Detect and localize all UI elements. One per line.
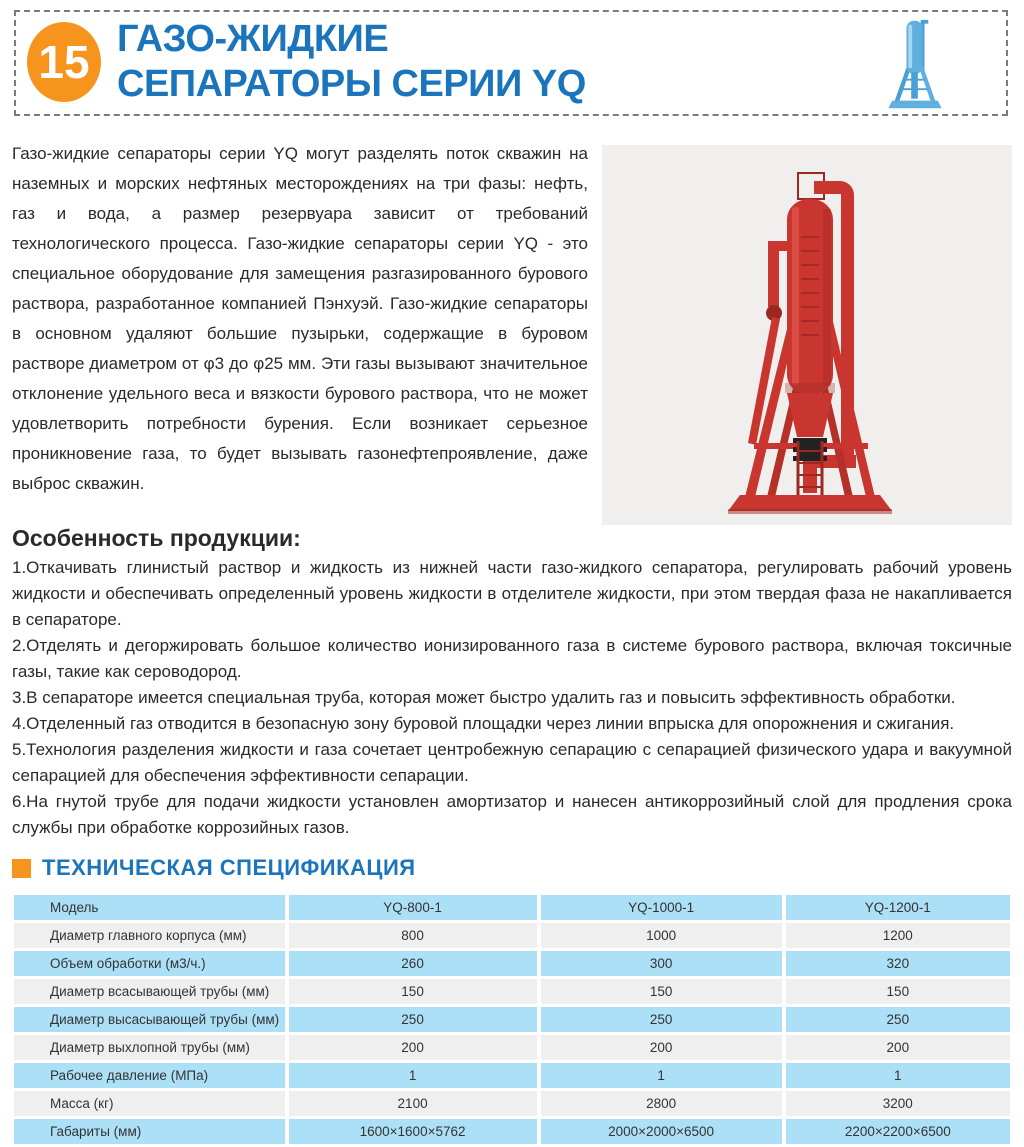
- cell-value: 150: [786, 979, 1010, 1004]
- cell-value: 1200: [786, 923, 1010, 948]
- blue-separator-icon: [886, 17, 944, 112]
- spec-col-model: Модель: [14, 895, 285, 920]
- feature-item-5: 5.Технология разделения жидкости и газа сочетает центробежную сепарацию с сепарацией физического удара и вакуумной сепарацией для обеспечения эффективности сепарации.: [12, 740, 1012, 785]
- cell-value: 2200×2200×6500: [786, 1119, 1010, 1144]
- cell-value: 150: [289, 979, 537, 1004]
- row-label: Объем обработки (м3/ч.): [14, 951, 285, 976]
- table-row: [14, 1091, 1010, 1116]
- spec-heading-text: ТЕХНИЧЕСКАЯ СПЕЦИФИКАЦИЯ: [42, 855, 416, 880]
- table-row: [14, 979, 1010, 1004]
- cell-value: 1: [786, 1063, 1010, 1088]
- cell-value: 320: [786, 951, 1010, 976]
- row-label: Рабочее давление (МПа): [14, 1063, 285, 1088]
- features-heading: Особенность продукции:: [12, 525, 301, 551]
- table-row: [14, 951, 1010, 976]
- spec-col-yq1000: YQ-1000-1: [541, 895, 782, 920]
- table-row: [14, 1119, 1010, 1144]
- table-row: [14, 1035, 1010, 1060]
- row-label: Диаметр выхлопной трубы (мм): [14, 1035, 285, 1060]
- cell-value: 150: [541, 979, 782, 1004]
- cell-value: 250: [289, 1007, 537, 1032]
- orange-square-bullet: [12, 859, 31, 878]
- row-label: Габариты (мм): [14, 1119, 285, 1144]
- body-content: [12, 139, 1012, 1147]
- spec-table-header-row: [14, 895, 1010, 920]
- cell-value: 1: [289, 1063, 537, 1088]
- spec-col-yq1200: YQ-1200-1: [786, 895, 1010, 920]
- feature-item-1: 1.Откачивать глинистый раствор и жидкость из нижней части газо-жидкого сепаратора, регулировать рабочий уровень жидкости и обеспечивать определенный уровень жидкости в отделителе жидкости, при этом твердая фаза не накапливается в сепараторе.: [12, 558, 1012, 629]
- table-row: [14, 1063, 1010, 1088]
- cell-value: 300: [541, 951, 782, 976]
- spec-section-heading: [12, 855, 1012, 881]
- page-title-line1: ГАЗО-ЖИДКИЕ: [117, 18, 389, 60]
- feature-item-6: 6.На гнутой трубе для подачи жидкости установлен амортизатор и нанесен антикоррозийный слой для продления срока службы при обработке коррозийных газов.: [12, 792, 1012, 837]
- cell-value: 250: [541, 1007, 782, 1032]
- cell-value: 1600×1600×5762: [289, 1119, 537, 1144]
- cell-value: 200: [541, 1035, 782, 1060]
- spec-col-yq800: YQ-800-1: [289, 895, 537, 920]
- table-row: [14, 923, 1010, 948]
- row-label: Диаметр высасывающей трубы (мм): [14, 1007, 285, 1032]
- page-title: [117, 17, 586, 107]
- section-number: 15: [38, 36, 90, 88]
- cell-value: 260: [289, 951, 537, 976]
- cell-value: 800: [289, 923, 537, 948]
- cell-value: 250: [786, 1007, 1010, 1032]
- cell-value: 2800: [541, 1091, 782, 1116]
- cell-value: 200: [786, 1035, 1010, 1060]
- row-label: Диаметр главного корпуса (мм): [14, 923, 285, 948]
- section-number-badge: [27, 22, 101, 102]
- feature-item-4: 4.Отделенный газ отводится в безопасную зону буровой площадки через линии впрыска для опорожнения и сжигания.: [12, 714, 955, 733]
- intro-paragraph: Газо-жидкие сепараторы серии YQ могут разделять поток скважин на наземных и морских нефтяных месторождениях на три фазы: нефть, газ и вода, а размер резервуара зависит от требований технологического процесса. Газо-жидкие сепараторы серии YQ - это специальное оборудование для замещения разгазированного бурового раствора, разработанное компанией Пэнхуэй. Газо-жидкие сепараторы в основном удаляют большие пузырьки, содержащие в буровом растворе диаметром от φ3 до φ25 мм. Эти газы вызывают значительное отклонение удельного веса и вязкости бурового раствора, что не может удовлетворить потребности бурения. Если возникает серьезное проникновение газа, то будет вызывать газонефтепроявление, даже выброс скважин.: [12, 144, 588, 493]
- cell-value: 3200: [786, 1091, 1010, 1116]
- cell-value: 2100: [289, 1091, 537, 1116]
- header: [14, 10, 1008, 116]
- page-title-line2: СЕПАРАТОРЫ СЕРИИ YQ: [117, 63, 586, 105]
- cell-value: 1000: [541, 923, 782, 948]
- cell-value: 1: [541, 1063, 782, 1088]
- cell-value: 200: [289, 1035, 537, 1060]
- cell-value: 2000×2000×6500: [541, 1119, 782, 1144]
- row-label: Масса (кг): [14, 1091, 285, 1116]
- red-separator-photo: [602, 145, 1012, 525]
- feature-item-2: 2.Отделять и дегоржировать большое количество ионизированного газа в системе бурового раствора, включая токсичные газы, такие как сероводород.: [12, 636, 1012, 681]
- spec-table: [10, 892, 1014, 1147]
- table-row: [14, 1007, 1010, 1032]
- feature-item-3: 3.В сепараторе имеется специальная труба, которая может быстро удалить газ и повысить эффективность обработки.: [12, 688, 956, 707]
- row-label: Диаметр всасывающей трубы (мм): [14, 979, 285, 1004]
